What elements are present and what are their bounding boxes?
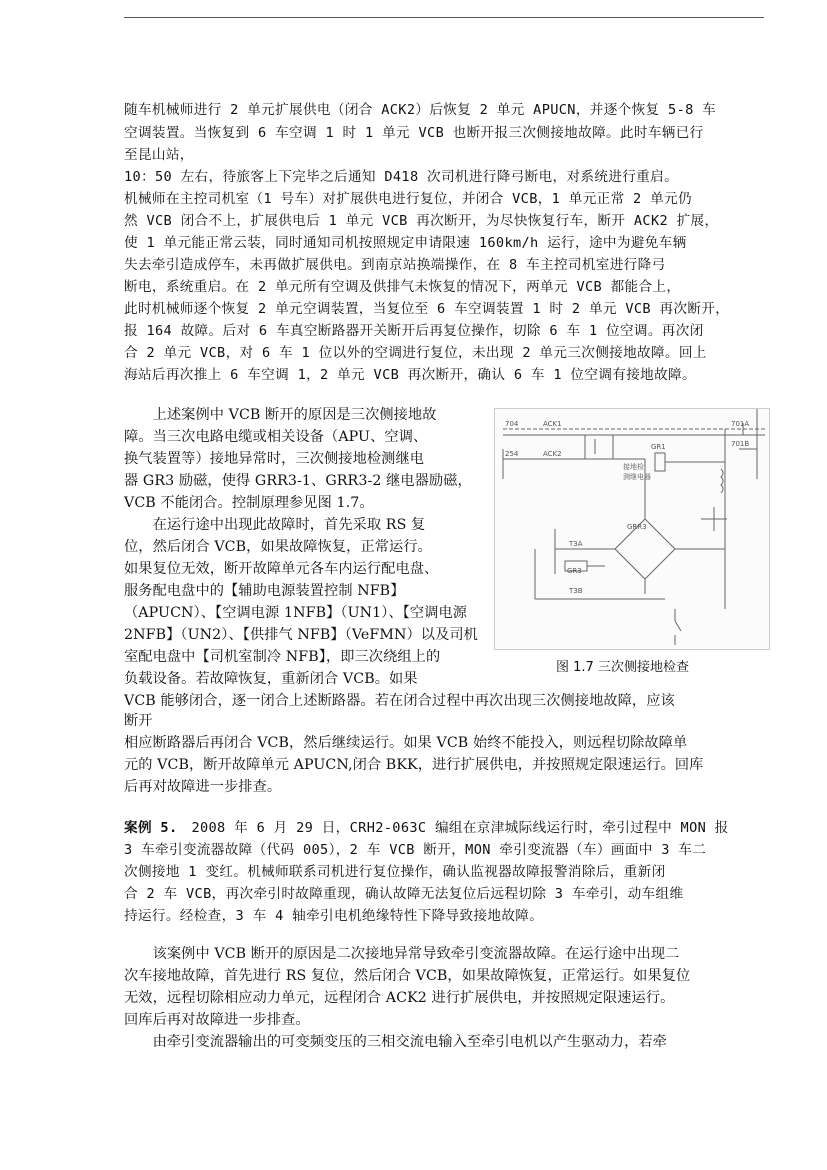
text-line: 失去牵引造成停车，未再做扩展供电。到南京站换端操作，在 8 车主控司机室进行降弓 (124, 257, 666, 273)
figure-label: T3A (569, 540, 583, 548)
text-line: 服务配电盘中的【辅助电源装置控制 NFB】 (124, 583, 405, 599)
text-line: 无效，远程切除相应动力单元，远程闭合 ACK2 进行扩展供电，并按照规定限速运行。 (124, 990, 675, 1006)
figure-label: 254 (505, 450, 519, 458)
figure-label: T3B (569, 587, 583, 595)
case-label: 案例 5. (124, 820, 178, 836)
text-line: 此时机械师逐个恢复 2 单元空调装置，当复位至 6 车空调装置 1 时 2 单元 VCB 再次断开， (124, 301, 730, 317)
figure-caption: 图 1.7 三次侧接地检查 (556, 660, 689, 675)
text-line: 2NFB】（UN2）、【供排气 NFB】（VeFMN）以及司机 (124, 627, 478, 643)
figure-label: 701B (731, 440, 750, 448)
figure-label: GRR3 (627, 523, 647, 531)
text-line: 报 164 故障。后对 6 车真空断路器开关断开后再复位操作，切除 6 车 1 位空调。再次闭 (124, 323, 704, 339)
text-line: 该案例中 VCB 断开的原因是二次接地异常导致牵引变流器故障。在运行途中出现二 (124, 946, 680, 962)
text-line: 后再对故障进一步排查。 (124, 779, 282, 795)
figure-circuit-diagram (494, 408, 770, 650)
figure-label: 接地检 (623, 463, 644, 471)
text-line: 元的 VCB，断开故障单元 APUCN,闭合 BKK，进行扩展供电，并按照规定限速运行。回库 (124, 757, 704, 773)
figure-label: ACK1 (543, 420, 562, 428)
text-line: 机械师在主控司机室（1 号车）对扩展供电进行复位，并闭合 VCB，1 单元正常 2 单元仍 (124, 191, 692, 207)
figure-label: 704 (505, 420, 519, 428)
text-line: 使 1 单元能正常云装，同时通知司机按照规定申请限速 160km/h 运行，途中为避免车辆 (124, 235, 687, 251)
text-line: 负载设备。若故障恢复，重新闭合 VCB。如果 (124, 671, 418, 687)
text-line: 断电，系统重启。在 2 单元所有空调及供排气未恢复的情况下，两单元 VCB 都能合上， (124, 279, 681, 295)
text-line: 换气装置等）接地异常时，三次侧接地检测继电 (124, 451, 425, 467)
figure-label: 测继电器 (623, 473, 651, 481)
text-line: （APUCN）、【空调电源 1NFB】（UN1）、【空调电源 (124, 605, 468, 621)
text-line: 如果复位无效，断开故障单元各车内运行配电盘、 (124, 561, 439, 577)
circuit-diagram-svg (495, 409, 769, 649)
text-line: 室配电盘中【司机室制冷 NFB】，即三次绕组上的 (124, 649, 441, 665)
text-line: 至昆山站， (124, 147, 194, 163)
text-line: 位，然后闭合 VCB，如果故障恢复，正常运行。 (124, 539, 432, 555)
text-line: 海站后再次推上 6 车空调 1，2 单元 VCB 再次断开，确认 6 车 1 位空调有接地故障。 (124, 367, 696, 383)
text-line (124, 818, 729, 838)
text-line: 由牵引变流器输出的可变频变压的三相交流电输入至牵引电机以产生驱动力，若牵 (124, 1034, 667, 1050)
text-line: 在运行途中出现此故障时，首先采取 RS 复 (124, 517, 426, 533)
header-rule (124, 17, 764, 18)
text-line: 持运行。经检查，3 车 4 轴牵引电机绝缘特性下降导致接地故障。 (124, 908, 544, 924)
figure-label: GR3 (567, 567, 582, 575)
text-line: 次车接地故障，首先进行 RS 复位，然后闭合 VCB，如果故障恢复，正常运行。如果复位 (124, 968, 691, 984)
figure-label: 701A (731, 420, 750, 428)
text-line: 合 2 车 VCB，再次牵引时故障重现，确认故障无法复位后远程切除 3 车牵引，动车组维 (124, 886, 684, 902)
text-line: 次侧接地 1 变红。机械师联系司机进行复位操作，确认监视器故障报警消除后，重新闭 (124, 864, 666, 880)
text-line: 3 车牵引变流器故障（代码 005），2 车 VCB 断开，MON 牵引变流器（车）画面中 3 车二 (124, 842, 707, 858)
text-line: 合 2 单元 VCB，对 6 车 1 位以外的空调进行复位，未出现 2 单元三次侧接地故障。回上 (124, 345, 707, 361)
text-line: 断开 (124, 713, 153, 729)
text-line: VCB 能够闭合，逐一闭合上述断路器。若在闭合过程中再次出现三次侧接地故障，应该 (124, 693, 675, 709)
text-line: 上述案例中 VCB 断开的原因是三次侧接地故 (124, 407, 437, 423)
text-line: 回库后再对故障进一步排查。 (124, 1012, 310, 1028)
text-line: 空调装置。当恢复到 6 车空调 1 时 1 单元 VCB 也断开报三次侧接地故障。此时车辆已行 (124, 125, 704, 141)
text-line: 器 GR3 励磁，使得 GRR3-1、GRR3-2 继电器励磁， (124, 473, 472, 489)
figure-label: ACK2 (543, 450, 562, 458)
text-line: 10：50 左右，待旅客上下完毕之后通知 D418 次司机进行降弓断电，对系统进行重启。 (124, 169, 679, 185)
text-line: 相应断路器后再闭合 VCB，然后继续运行。如果 VCB 始终不能投入，则远程切除故障单 (124, 735, 688, 751)
case-text: 2008 年 6 月 29 日，CRH2-063C 编组在京津城际线运行时，牵引过程中 MON 报 (177, 820, 729, 836)
text-line: VCB 不能闭合。控制原理参见图 1.7。 (124, 495, 374, 511)
text-line: 随车机械师进行 2 单元扩展供电（闭合 ACK2）后恢复 2 单元 APUCN，并逐个恢复 5-8 车 (124, 102, 717, 118)
text-line: 然 VCB 闭合不上，扩展供电后 1 单元 VCB 再次断开，为尽快恢复行车，断开 ACK2 扩展， (124, 213, 719, 229)
figure-label: GR1 (651, 443, 666, 451)
text-line: 障。当三次电路电缆或相关设备（APU、空调、 (124, 429, 428, 445)
